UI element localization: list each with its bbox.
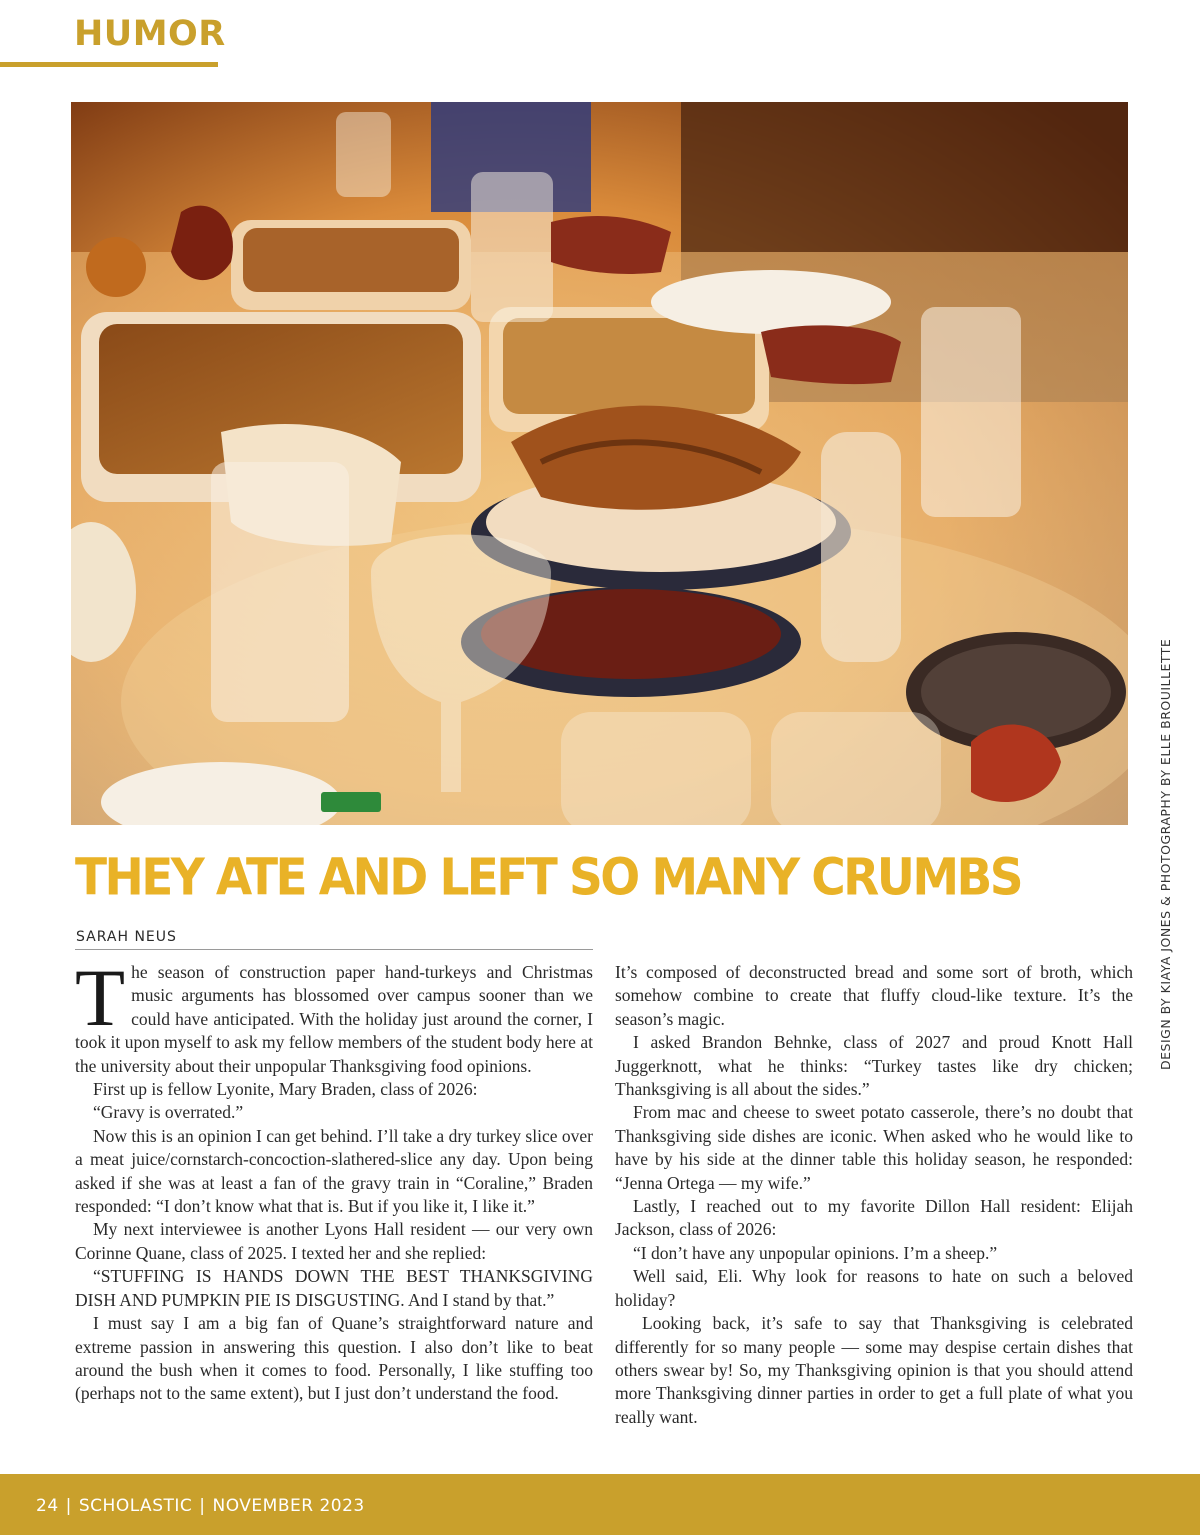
article-paragraph: I asked Brandon Behnke, class of 2027 and proud Knott Hall Juggerknott, what he thinks: “Turkey tastes like dry chicken; Thanksgiving is all about the sides.”	[615, 1032, 1133, 1100]
drop-cap: T	[75, 952, 126, 1043]
article-paragraph: “STUFFING IS HANDS DOWN THE BEST THANKSGIVING DISH AND PUMPKIN PIE IS DISGUSTING. And I stand by that.”	[75, 1266, 593, 1310]
section-underline	[0, 62, 218, 67]
article-paragraph: Lastly, I reached out to my favorite Dillon Hall resident: Elijah Jackson, class of 2026:	[615, 1196, 1133, 1240]
footer-separator: |	[199, 1496, 206, 1516]
article-paragraph: My next interviewee is another Lyons Hall resident — our very own Corinne Quane, class of 2025. I texted her and she replied:	[75, 1219, 593, 1263]
article-paragraph: Well said, Eli. Why look for reasons to hate on such a beloved holiday?	[615, 1266, 1133, 1310]
issue-date: NOVEMBER 2023	[212, 1496, 365, 1516]
design-photo-credit: DESIGN BY KIAYA JONES & PHOTOGRAPHY BY ELLE BROUILLETTE	[1158, 638, 1173, 1070]
author-byline: SARAH NEUS	[76, 929, 177, 945]
article-paragraph: “Gravy is overrated.”	[93, 1102, 244, 1123]
thanksgiving-table-photo	[71, 102, 1128, 825]
article-paragraph: Looking back, it’s safe to say that Thanksgiving is celebrated differently for so many people — some may despise certain dishes that others swear by! So, my Thanksgiving opinion is that you should attend more Thanksgiving dinner parties in order to get a full plate of what you really want.	[615, 1313, 1133, 1427]
article-paragraph: First up is fellow Lyonite, Mary Braden, class of 2026:	[93, 1079, 478, 1100]
article-column-right	[615, 961, 1133, 1429]
section-label: HUMOR	[74, 14, 226, 54]
byline-divider	[75, 949, 593, 950]
article-paragraph: The season of construction paper hand-turkeys and Christmas music arguments has blossomed over campus sooner than we could have anticipated. With the holiday just around the corner, I took it upon myself to ask my fellow members of the student body here at the university about their unpopular Thanksgiving food opinions.	[75, 952, 593, 1076]
page-footer	[0, 1474, 1200, 1535]
footer-separator: |	[65, 1496, 72, 1516]
article-paragraph: I must say I am a big fan of Quane’s straightforward nature and extreme passion in answering this question. I also don’t like to beat around the bush when it comes to food. Personally, I like stuffing too (perhaps not to the same extent), but I just don’t understand the food.	[75, 1313, 593, 1404]
article-paragraph: It’s composed of deconstructed bread and some sort of broth, which somehow combine to create that fluffy cloud-like texture. It’s the season’s magic.	[615, 962, 1133, 1029]
page-number: 24	[36, 1496, 59, 1516]
footer-folio	[36, 1496, 365, 1516]
article-paragraph: Now this is an opinion I can get behind. I’ll take a dry turkey slice over a meat juice/cornstarch-concoction-slathered-slice any day. Upon being asked if she was at least a fan of the gravy train in “Coraline,” Braden responded: “I don’t know what that is. But if you like it, I like it.”	[75, 1125, 593, 1217]
article-column-left	[75, 952, 593, 1406]
article-paragraph: From mac and cheese to sweet potato casserole, there’s no doubt that Thanksgiving side dishes are iconic. When asked who he would like to have by his side at the dinner table this holiday season, he responded: “Jenna Ortega — my wife.”	[615, 1102, 1133, 1193]
article-headline: THEY ATE AND LEFT SO MANY CRUMBS	[75, 848, 1021, 908]
publication-name: SCHOLASTIC	[78, 1496, 193, 1516]
article-paragraph: “I don’t have any unpopular opinions. I’m a sheep.”	[633, 1242, 998, 1263]
